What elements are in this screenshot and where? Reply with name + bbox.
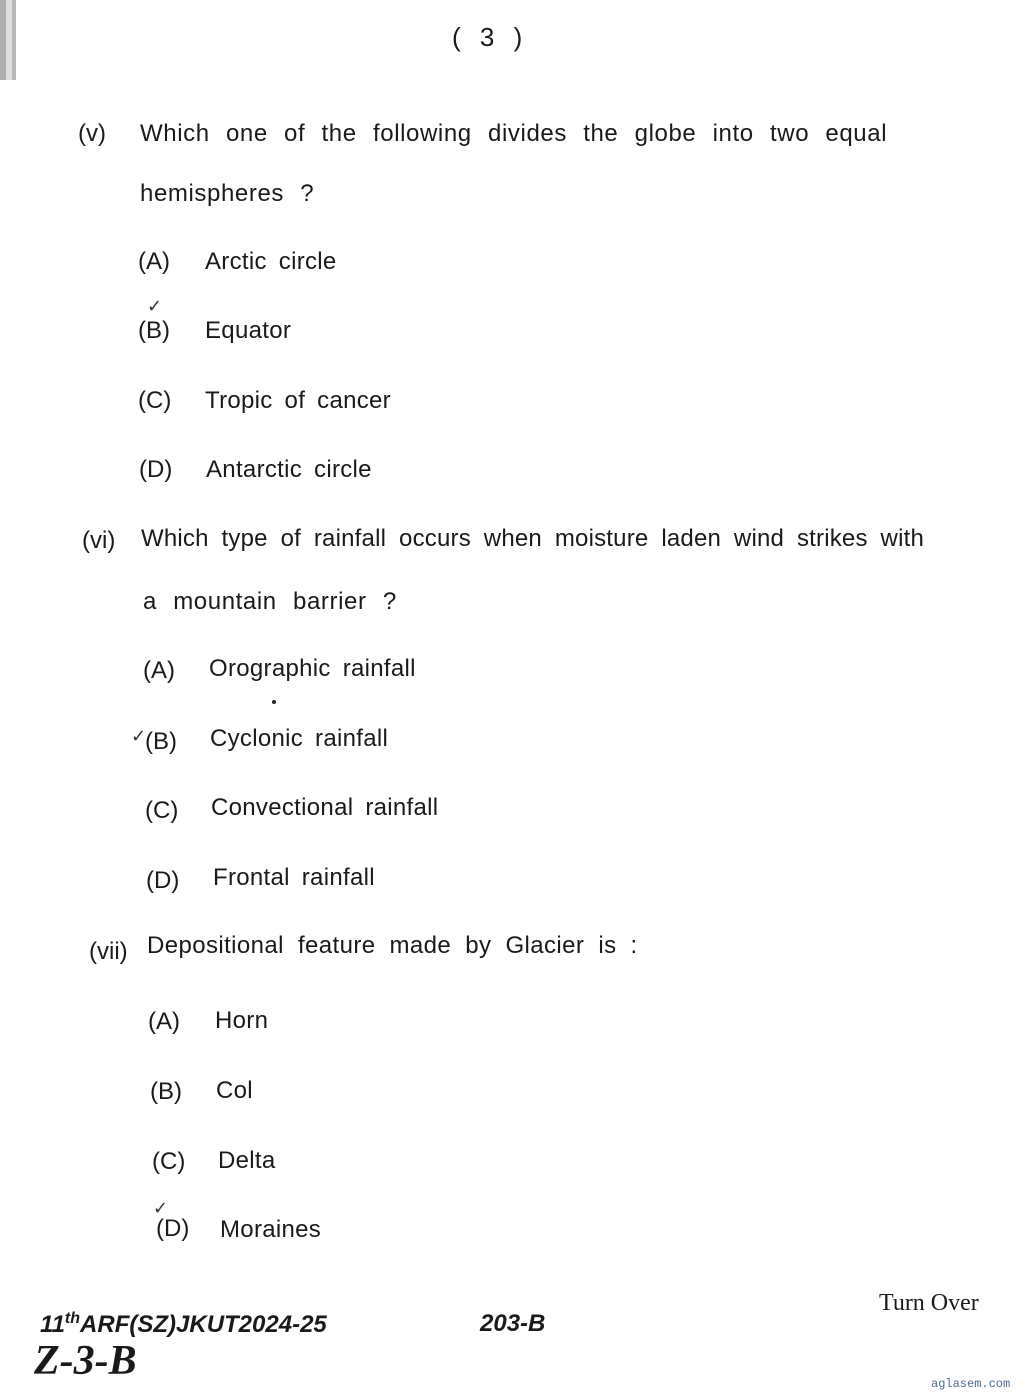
option-text: Frontal rainfall — [213, 864, 375, 891]
question-text: Depositional feature made by Glacier is : — [147, 932, 638, 959]
option-letter: (D) — [139, 456, 173, 483]
question-text: Which type of rainfall occurs when moisture laden wind strikes with — [141, 525, 925, 552]
option-text: Arctic circle — [205, 248, 337, 275]
exam-code-prefix: 11 — [40, 1311, 65, 1338]
option-letter: (B) — [150, 1078, 182, 1105]
option-text: Col — [216, 1077, 253, 1104]
option-text: Cyclonic rainfall — [210, 725, 389, 752]
option-letter: (C) — [145, 797, 179, 824]
option-letter: (A) — [138, 248, 170, 275]
option-letter: (D) — [146, 867, 180, 894]
exam-code-rest: ARF(SZ)JKUT2024-25 — [80, 1311, 327, 1338]
question-text: Which one of the following divides the globe into two equal — [140, 120, 888, 147]
option-letter: (C) — [152, 1148, 186, 1175]
option-text: Delta — [218, 1147, 276, 1174]
turn-over-label: Turn Over — [879, 1290, 979, 1316]
tick-mark-icon: ✓ — [147, 296, 163, 316]
question-number: (vi) — [82, 527, 116, 554]
scan-edge-artifact — [0, 0, 26, 80]
question-text-cont: hemispheres ? — [140, 180, 315, 207]
option-text: Antarctic circle — [206, 456, 372, 483]
question-number: (vii) — [89, 938, 128, 965]
option-text: Orographic rainfall — [209, 655, 416, 682]
option-letter: (A) — [143, 657, 175, 684]
question-number: (v) — [78, 120, 106, 147]
option-text: Tropic of cancer — [205, 387, 391, 414]
page-number: ( 3 ) — [452, 22, 529, 52]
option-text: Equator — [205, 317, 292, 344]
option-letter: (A) — [148, 1008, 180, 1035]
tick-mark-icon: ✓ — [153, 1198, 169, 1218]
exam-code — [40, 1310, 327, 1339]
tick-mark-icon: ✓ — [131, 726, 147, 746]
option-text: Moraines — [220, 1216, 322, 1243]
option-text: Convectional rainfall — [211, 794, 439, 821]
exam-code-sup: th — [64, 1310, 81, 1327]
series-code: Z-3-B — [34, 1338, 137, 1384]
watermark: aglasem.com — [931, 1377, 1011, 1391]
option-letter: (D) — [156, 1215, 190, 1242]
option-letter: (B) — [145, 728, 177, 755]
option-letter: (B) — [138, 317, 170, 344]
option-letter: (C) — [138, 387, 172, 414]
question-text-cont: a mountain barrier ? — [143, 588, 397, 615]
paper-code: 203-B — [480, 1310, 546, 1337]
stray-dot — [272, 700, 276, 704]
option-text: Horn — [215, 1007, 269, 1034]
